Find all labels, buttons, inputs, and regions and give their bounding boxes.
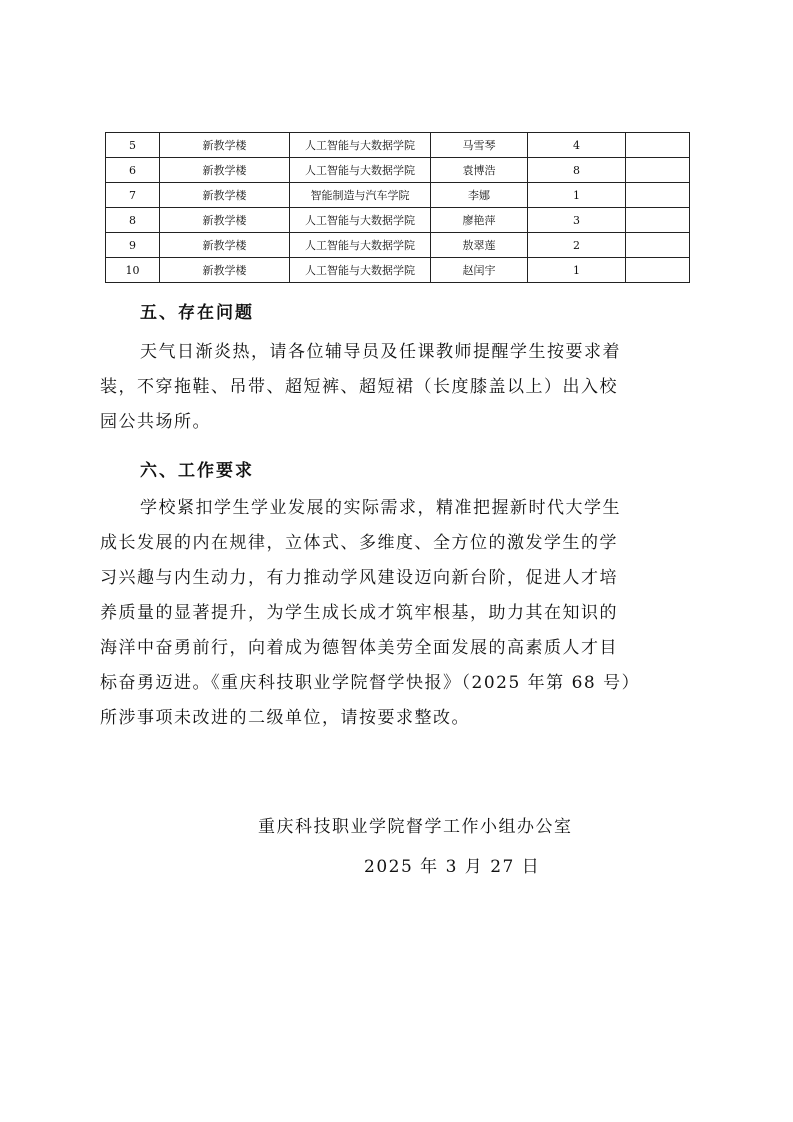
paragraph-line: 学校紧扣学生学业发展的实际需求，精准把握新时代大学生 (140, 498, 621, 518)
building-cell: 新教学楼 (160, 158, 290, 183)
teacher-cell: 马雪琴 (431, 133, 528, 158)
paragraph-line: 天气日渐炎热，请各位辅导员及任课教师提醒学生按要求着 (140, 342, 621, 362)
building-cell: 新教学楼 (160, 208, 290, 233)
paragraph-line: 标奋勇迈进。《重庆科技职业学院督学快报》（2025 年第 68 号） (100, 673, 641, 693)
row-number-cell: 7 (106, 183, 160, 208)
count-cell: 8 (528, 158, 626, 183)
work-requirements-paragraph (100, 491, 710, 736)
paragraph-line: 养质量的显著提升，为学生成长成才筑牢根基，助力其在知识的 (100, 603, 618, 623)
remark-cell (626, 208, 690, 233)
section-heading-work-requirements: 六、工作要求 (140, 461, 254, 481)
teacher-cell: 袁博浩 (431, 158, 528, 183)
section-heading-existing-problems: 五、存在问题 (140, 303, 254, 323)
existing-problems-paragraph (100, 335, 710, 440)
inspection-table-section (105, 132, 690, 283)
count-cell: 1 (528, 258, 626, 283)
row-number-cell: 10 (106, 258, 160, 283)
paragraph-line: 所涉事项未改进的二级单位，请按要求整改。 (100, 708, 470, 728)
row-number-cell: 8 (106, 208, 160, 233)
count-cell: 2 (528, 233, 626, 258)
paragraph-line: 习兴趣与内生动力，有力推动学风建设迈向新台阶，促进人才培 (100, 568, 618, 588)
teacher-cell: 李娜 (431, 183, 528, 208)
remark-cell (626, 258, 690, 283)
teacher-cell: 敖翠莲 (431, 233, 528, 258)
row-number-cell: 9 (106, 233, 160, 258)
teacher-cell: 廖艳萍 (431, 208, 528, 233)
paragraph-line: 海洋中奋勇前行，向着成为德智体美劳全面发展的高素质人才目 (100, 638, 618, 658)
college-cell: 人工智能与大数据学院 (290, 258, 431, 283)
table-row (106, 183, 690, 208)
remark-cell (626, 233, 690, 258)
table-row (106, 258, 690, 283)
paragraph-line: 装，不穿拖鞋、吊带、超短裤、超短裙（长度膝盖以上）出入校 (100, 377, 618, 397)
paragraph-line: 成长发展的内在规律，立体式、多维度、全方位的激发学生的学 (100, 533, 618, 553)
building-cell: 新教学楼 (160, 258, 290, 283)
issue-date: 2025 年 3 月 27 日 (364, 857, 541, 877)
paragraph-line: 园公共场所。 (100, 412, 211, 432)
building-cell: 新教学楼 (160, 233, 290, 258)
college-cell: 人工智能与大数据学院 (290, 158, 431, 183)
remark-cell (626, 183, 690, 208)
college-cell: 人工智能与大数据学院 (290, 208, 431, 233)
table-row (106, 133, 690, 158)
remark-cell (626, 158, 690, 183)
table-row (106, 233, 690, 258)
inspection-table (105, 132, 690, 283)
count-cell: 3 (528, 208, 626, 233)
row-number-cell: 5 (106, 133, 160, 158)
table-row (106, 158, 690, 183)
inspection-table-body (106, 133, 690, 283)
remark-cell (626, 133, 690, 158)
count-cell: 4 (528, 133, 626, 158)
row-number-cell: 6 (106, 158, 160, 183)
building-cell: 新教学楼 (160, 133, 290, 158)
college-cell: 人工智能与大数据学院 (290, 133, 431, 158)
college-cell: 智能制造与汽车学院 (290, 183, 431, 208)
table-row (106, 208, 690, 233)
building-cell: 新教学楼 (160, 183, 290, 208)
count-cell: 1 (528, 183, 626, 208)
college-cell: 人工智能与大数据学院 (290, 233, 431, 258)
teacher-cell: 赵闰宇 (431, 258, 528, 283)
issuing-office: 重庆科技职业学院督学工作小组办公室 (258, 817, 573, 837)
